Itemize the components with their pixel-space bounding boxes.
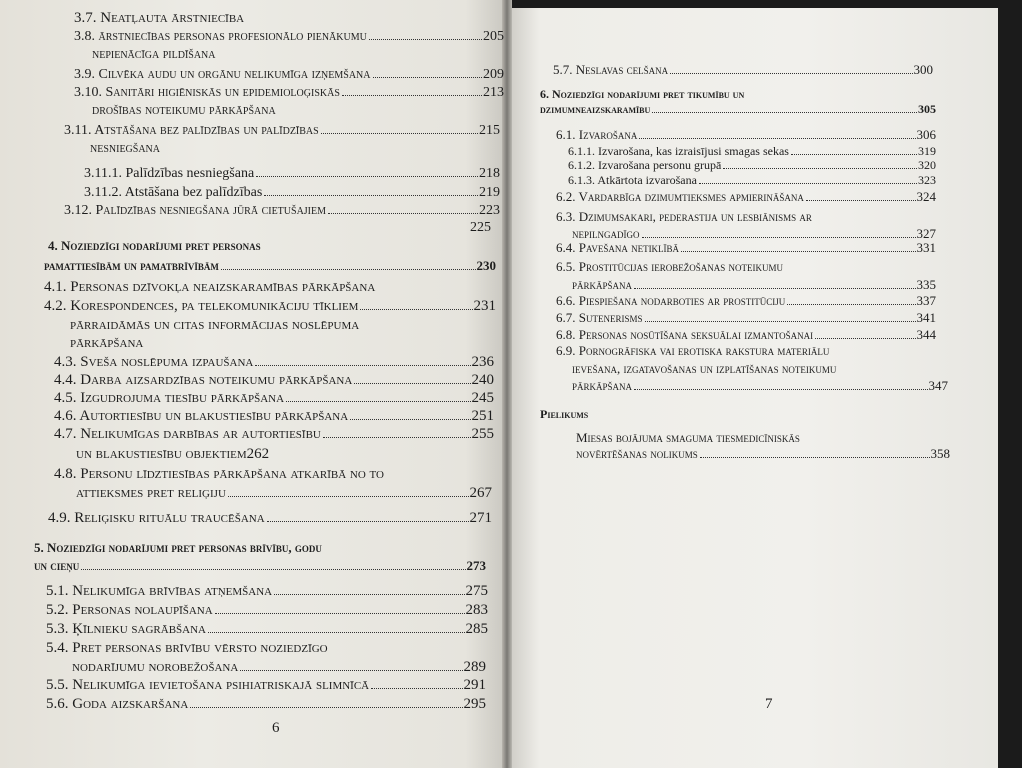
toc-entry-app1a <box>576 430 800 446</box>
toc-entry-r4 <box>568 158 936 173</box>
toc-entry-title: 3.12. Palīdzības nesniegšana jūrā cietušajiem <box>64 203 327 218</box>
dot-leader <box>371 688 462 689</box>
dot-leader <box>256 176 478 177</box>
toc-entry-title: nesniegšana <box>90 141 160 156</box>
toc-entry-l14 <box>54 408 494 425</box>
toc-entry-r5 <box>568 173 936 188</box>
toc-entry-page: 236 <box>471 354 494 370</box>
toc-entry-page: 225 <box>470 220 491 235</box>
toc-entry-l4b <box>92 103 276 119</box>
toc-entry-page: 255 <box>471 426 494 442</box>
dot-leader <box>255 365 470 366</box>
dot-leader <box>240 670 462 671</box>
toc-entry-title: 4.9. Reliģisku rituālu traucēšana <box>48 510 265 526</box>
dot-leader <box>81 569 465 570</box>
toc-entry-title: 5.4. Pret personas brīvību vērsto noziedzīgo <box>46 640 328 656</box>
toc-entry-l10b <box>70 317 359 334</box>
dot-leader <box>215 613 465 614</box>
dot-leader <box>645 321 916 322</box>
toc-entry-title: pārraidāmās un citas informācijas noslēpuma <box>70 317 360 333</box>
dot-leader <box>228 496 469 497</box>
dot-leader <box>670 73 912 74</box>
toc-entry-page: 209 <box>483 67 504 82</box>
toc-entry-l7 <box>84 185 500 201</box>
toc-entry-page: 283 <box>465 602 488 618</box>
toc-entry-page: 306 <box>916 127 936 142</box>
toc-entry-l10a <box>44 298 496 315</box>
toc-entry-page: 215 <box>479 123 500 138</box>
toc-entry-app1b <box>576 446 950 462</box>
toc-entry-page: 240 <box>471 372 494 388</box>
toc-entry-page: 337 <box>916 293 936 308</box>
toc-entry-title: 3.10. Sanitāri higiēniskās un epidemioloģiskās <box>74 85 340 100</box>
toc-entry-title: 6.2. Vardarbīga dzimumtieksmes apmierināšana <box>556 189 804 204</box>
toc-entry-l4a <box>74 85 504 101</box>
toc-entry-r11 <box>556 310 936 326</box>
toc-entry-l16a <box>54 466 384 483</box>
dot-leader <box>700 457 930 458</box>
dot-leader <box>190 707 462 708</box>
toc-entry-title: nepilngadīgo <box>572 226 640 241</box>
toc-chapter-app <box>540 407 588 422</box>
toc-entry-l1 <box>74 10 244 27</box>
dot-leader <box>634 389 927 390</box>
dot-leader <box>274 594 464 595</box>
toc-entry-page: 219 <box>479 185 500 200</box>
toc-entry-title: 3.11.1. Palīdzības nesniegšana <box>84 166 255 181</box>
toc-entry-title: 4.8. Personu līdztiesības pārkāpšana atkarībā no to <box>54 466 384 482</box>
toc-entry-page: 271 <box>469 510 492 526</box>
toc-entry-page: 327 <box>916 226 936 241</box>
toc-entry-title: novērtēšanas nolikums <box>576 446 698 461</box>
toc-entry-r13b <box>572 361 836 377</box>
dot-leader <box>286 401 470 402</box>
toc-entry-r9b <box>572 277 936 293</box>
dot-leader <box>264 195 478 196</box>
toc-chapter-c4b <box>44 258 496 274</box>
dot-leader <box>639 138 915 139</box>
toc-entry-title: 5.1. Nelikumīga brīvības atņemšana <box>46 583 273 599</box>
toc-entry-title: 6. Noziedzīgi nodarījumi pret tikumību un <box>540 87 745 101</box>
toc-entry-l8 <box>64 203 500 219</box>
toc-entry-title: pārkāpšana <box>572 378 633 393</box>
toc-entry-title: 4.7. Nelikumīgas darbības ar autortiesību <box>54 426 321 442</box>
toc-entry-page: 320 <box>918 158 936 172</box>
toc-entry-title: 6.8. Personas nosūtīšana seksuālai izmantošanai <box>556 327 814 342</box>
toc-entry-title: 6.4. Pavešana netiklībā <box>556 240 680 255</box>
toc-entry-page: 341 <box>916 310 936 325</box>
toc-entry-title: 5. Noziedzīgi nodarījumi pret personas brīvību, godu <box>34 540 322 555</box>
toc-entry-l10c <box>70 335 143 352</box>
toc-entry-l12 <box>54 372 494 389</box>
toc-entry-l2a <box>74 29 504 45</box>
toc-entry-title: 4. Noziedzīgi nodarījumi pret personas <box>48 238 261 253</box>
toc-chapter-c6a <box>540 87 744 102</box>
toc-entry-title: pamattiesībām un pamatbrīvībām <box>44 258 219 273</box>
dot-leader <box>642 237 916 238</box>
dot-leader <box>634 288 915 289</box>
toc-entry-page: 251 <box>471 408 494 424</box>
toc-entry-l15b <box>76 446 269 463</box>
toc-entry-l2b <box>92 47 216 63</box>
toc-entry-page: 245 <box>471 390 494 406</box>
toc-entry-title: 6.1.3. Atkārtota izvarošana <box>568 173 697 187</box>
toc-entry-title: 5.5. Nelikumīga ievietošana psihiatriskajā slimnīcā <box>46 677 370 693</box>
dot-leader <box>699 183 917 184</box>
toc-entry-title: 5.3. Ķīlnieku sagrābšana <box>46 621 207 637</box>
toc-entry-l13 <box>54 390 494 407</box>
dot-leader <box>321 133 478 134</box>
toc-entry-page: 223 <box>479 203 500 218</box>
book-gutter <box>502 0 512 768</box>
toc-entry-title: pārkāpšana <box>572 277 633 292</box>
toc-entry-page: 218 <box>479 166 500 181</box>
toc-entry-page: 213 <box>483 85 504 100</box>
dot-leader <box>323 437 471 438</box>
toc-entry-page: 358 <box>930 446 950 461</box>
toc-entry-title: pārkāpšana <box>70 335 144 351</box>
toc-entry-r8 <box>556 240 936 256</box>
toc-entry-title: 5.2. Personas nolaupīšana <box>46 602 213 618</box>
toc-entry-title: nodarījumu norobežošana <box>72 659 239 675</box>
toc-entry-r1 <box>553 62 933 78</box>
toc-entry-title: 4.4. Darba aizsardzības noteikumu pārkāpšana <box>54 372 353 388</box>
toc-entry-r13a <box>556 343 829 359</box>
toc-entry-r6 <box>556 189 936 205</box>
toc-entry-page: 285 <box>465 621 488 637</box>
toc-entry-r9a <box>556 259 783 275</box>
toc-entry-l9 <box>44 279 375 296</box>
toc-chapter-c6b <box>540 102 936 117</box>
dot-leader <box>208 632 464 633</box>
toc-entry-title: 4.1. Personas dzīvokļa neaizskaramības pārkāpšana <box>44 279 376 295</box>
toc-entry-title: Miesas bojājuma smaguma tiesmedicīniskās <box>576 430 800 445</box>
toc-entry-title: 4.3. Sveša noslēpuma izpaušana <box>54 354 254 370</box>
dot-leader <box>221 269 476 270</box>
toc-entry-title: 6.5. Prostitūcijas ierobežošanas noteikumu <box>556 259 783 274</box>
toc-entry-page: 205 <box>483 29 504 44</box>
toc-entry-title: 6.9. Pornogrāfiska vai erotiska rakstura materiālu <box>556 343 830 358</box>
toc-entry-l23 <box>46 696 486 713</box>
toc-entry-title: 4.5. Izgudrojuma tiesību pārkāpšana <box>54 390 285 406</box>
toc-entry-title: un blakustiesību objektiem <box>76 446 247 462</box>
dot-leader <box>354 383 470 384</box>
toc-entry-l6 <box>84 166 500 182</box>
toc-chapter-c5a <box>34 540 322 556</box>
toc-entry-title: 6.3. Dzimumsakari, pederastija un lesbiānisms ar <box>556 209 812 224</box>
toc-entry-page: 335 <box>916 277 936 292</box>
toc-entry-title: 5.7. Neslavas celšana <box>553 62 669 77</box>
toc-entry-l18 <box>46 583 488 600</box>
dot-leader <box>267 521 469 522</box>
toc-entry-title: ievešana, izgatavošanas un izplatīšanas noteikumu <box>572 361 837 376</box>
toc-entry-page: 344 <box>916 327 936 342</box>
dot-leader <box>350 419 470 420</box>
toc-entry-title: 6.1. Izvarošana <box>556 127 638 142</box>
toc-chapter-c4a <box>48 238 261 254</box>
dot-leader <box>652 112 917 113</box>
toc-entry-page: 305 <box>918 102 936 116</box>
toc-entry-l22 <box>46 677 486 694</box>
toc-entry-l8b <box>470 220 498 236</box>
toc-entry-l21b <box>72 659 486 676</box>
toc-entry-title: 6.7. Sutenerisms <box>556 310 643 325</box>
dot-leader <box>369 39 482 40</box>
toc-entry-r3 <box>568 144 936 159</box>
toc-entry-r12 <box>556 327 936 343</box>
toc-entry-title: 3.8. ārstniecības personas profesionālo pienākumu <box>74 29 367 44</box>
toc-entry-page: 231 <box>473 298 496 314</box>
toc-entry-l3 <box>74 67 504 83</box>
toc-entry-title: 6.1.2. Izvarošana personu grupā <box>568 158 722 172</box>
toc-entry-page: 275 <box>465 583 488 599</box>
dot-leader <box>360 309 472 310</box>
toc-entry-l5b <box>90 141 160 157</box>
dot-leader <box>791 154 917 155</box>
toc-entry-title: un cieņu <box>34 558 80 573</box>
toc-entry-r7a <box>556 209 812 225</box>
toc-entry-page: 324 <box>916 189 936 204</box>
toc-entry-title: 3.11. Atstāšana bez palīdzības un palīdzības <box>64 123 319 138</box>
toc-entry-title: attieksmes pret reliģiju <box>76 485 226 501</box>
dot-leader <box>328 213 478 214</box>
toc-entry-r2 <box>556 127 936 143</box>
toc-entry-title: nepienācīga pildīšana <box>92 47 216 62</box>
toc-entry-title: 5.6. Goda aizskaršana <box>46 696 189 712</box>
toc-entry-page: 295 <box>463 696 486 712</box>
toc-entry-l19 <box>46 602 488 619</box>
toc-entry-title: dzimumneaizskaramību <box>540 102 651 116</box>
toc-entry-title: 3.9. Cilvēka audu un orgānu nelikumīga izņemšana <box>74 67 371 82</box>
toc-entry-page: 347 <box>928 378 948 393</box>
toc-entry-l11 <box>54 354 494 371</box>
toc-entry-title: 4.6. Autortiesību un blakustiesību pārkāpšana <box>54 408 349 424</box>
dot-leader <box>342 95 482 96</box>
toc-entry-l20 <box>46 621 488 638</box>
toc-entry-title: 6.6. Piespiešana nodarboties ar prostitūciju <box>556 293 786 308</box>
toc-entry-title: 6.1.1. Izvarošana, kas izraisījusi smagas sekas <box>568 144 789 158</box>
toc-entry-title: Pielikums <box>540 407 589 421</box>
toc-entry-title: 3.11.2. Atstāšana bez palīdzības <box>84 185 263 200</box>
dot-leader <box>787 304 915 305</box>
dot-leader <box>815 338 915 339</box>
toc-entry-title: 3.7. Neatļauta ārstniecība <box>74 10 245 26</box>
toc-entry-r13c <box>572 378 948 394</box>
toc-entry-r10 <box>556 293 936 309</box>
toc-entry-page: 230 <box>476 258 496 273</box>
dot-leader <box>681 251 915 252</box>
toc-entry-page: 323 <box>918 173 936 187</box>
toc-entry-page: 273 <box>466 558 486 573</box>
left-page-number: 6 <box>272 720 280 736</box>
toc-entry-page: 267 <box>469 485 492 501</box>
toc-entry-page: 262 <box>246 446 270 462</box>
toc-entry-page: 291 <box>463 677 486 693</box>
toc-entry-title: drošības noteikumu pārkāpšana <box>92 103 276 118</box>
toc-entry-l17 <box>48 510 492 527</box>
toc-entry-l21a <box>46 640 328 657</box>
toc-entry-page: 319 <box>918 144 936 158</box>
dot-leader <box>373 77 482 78</box>
toc-entry-page: 331 <box>916 240 936 255</box>
right-page-number: 7 <box>765 696 773 712</box>
toc-entry-page: 300 <box>913 62 933 77</box>
toc-entry-l15a <box>54 426 494 443</box>
toc-entry-page: 289 <box>463 659 486 675</box>
toc-entry-l5a <box>64 123 500 139</box>
toc-chapter-c5b <box>34 558 486 574</box>
dot-leader <box>723 168 917 169</box>
toc-entry-l16b <box>76 485 492 502</box>
toc-entry-title: 4.2. Korespondences, pa telekomunikāciju tīkliem <box>44 298 359 314</box>
dot-leader <box>806 200 916 201</box>
